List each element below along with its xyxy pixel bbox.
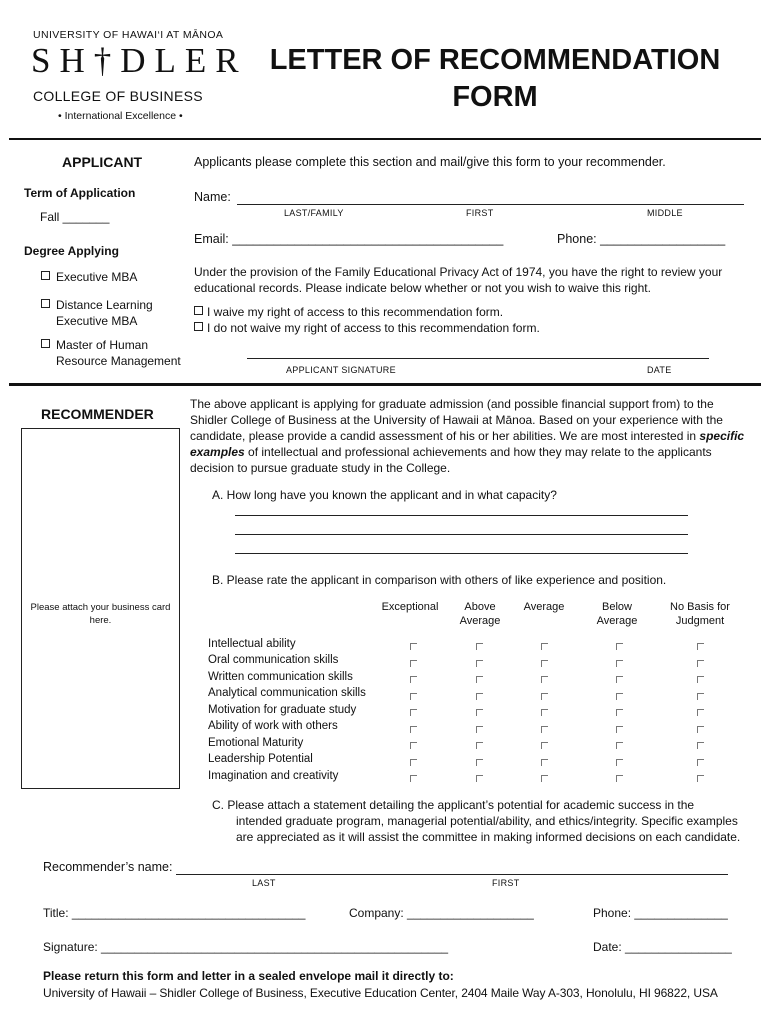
question-c-line-2: intended graduate program, managerial potential/ability, and ethics/integrity. Specific examples xyxy=(236,814,738,828)
question-b: B. Please rate the applicant in comparison with others of like experience and position. xyxy=(212,573,667,587)
term-value[interactable]: Fall _______ xyxy=(40,210,110,224)
divider-middle xyxy=(9,383,761,386)
rating-checkbox[interactable] xyxy=(410,742,417,749)
rating-row-label: Analytical communication skills xyxy=(208,687,366,699)
degree-label-emba: Executive MBA xyxy=(56,270,138,284)
email-field[interactable]: Email: _______________________________________ xyxy=(194,232,504,246)
rating-checkbox[interactable] xyxy=(616,693,623,700)
rating-checkbox[interactable] xyxy=(476,676,483,683)
page-title-line2: FORM xyxy=(452,81,538,113)
recommender-date-field[interactable]: Date: ________________ xyxy=(593,940,732,954)
question-a: A. How long have you known the applicant and in what capacity? xyxy=(212,488,557,502)
phone-field[interactable]: Phone: __________________ xyxy=(557,232,726,246)
answer-a-line-2[interactable] xyxy=(235,534,688,535)
rating-row-label: Motivation for graduate study xyxy=(208,704,357,716)
rating-checkbox[interactable] xyxy=(616,643,623,650)
not-waive-option[interactable] xyxy=(194,320,540,336)
question-c xyxy=(212,797,740,845)
divider-top xyxy=(9,138,761,140)
rating-checkbox[interactable] xyxy=(410,693,417,700)
ferpa-text xyxy=(194,264,722,296)
degree-label-mhrm-2: Resource Management xyxy=(56,354,181,368)
intro-line-4-text: of intellectual and professional achievements and how they may relate to the applicants xyxy=(244,445,712,459)
rating-row-label: Written communication skills xyxy=(208,671,353,683)
rating-checkbox[interactable] xyxy=(476,643,483,650)
checkbox-icon[interactable] xyxy=(41,299,50,308)
recommender-signature-field[interactable]: Signature: ____________________________________________________ xyxy=(43,940,449,954)
degree-option-distance-emba[interactable] xyxy=(41,297,153,329)
not-waive-label: I do not waive my right of access to this recommendation form. xyxy=(207,321,540,335)
name-label: Name: xyxy=(194,190,231,204)
recommender-company-field[interactable]: Company: ___________________ xyxy=(349,906,534,920)
business-card-line-1: Please attach your business card xyxy=(30,602,171,613)
checkbox-icon[interactable] xyxy=(41,339,50,348)
applicant-date-label: DATE xyxy=(647,365,672,375)
footer-address: University of Hawaii – Shidler College of Business, Executive Education Center, 2404 Maile Way A-303, Honolulu, HI 96822, USA xyxy=(43,986,718,1000)
ferpa-line-2: educational records. Please indicate below whether or not you wish to waive this right. xyxy=(194,281,651,295)
rating-col-average xyxy=(506,600,582,614)
rating-checkbox[interactable] xyxy=(541,709,548,716)
rating-checkbox[interactable] xyxy=(541,759,548,766)
rating-checkbox[interactable] xyxy=(616,775,623,782)
rating-row-label: Ability of work with others xyxy=(208,720,338,732)
name-sub-last: LAST/FAMILY xyxy=(284,208,344,218)
rating-checkbox[interactable] xyxy=(541,660,548,667)
intro-line-5: decision to pursue graduate study in the College. xyxy=(190,461,451,475)
rating-checkbox[interactable] xyxy=(410,775,417,782)
rating-row-label: Oral communication skills xyxy=(208,654,339,666)
degree-option-executive-mba[interactable] xyxy=(41,270,137,284)
business-card-line-2: here. xyxy=(89,615,112,626)
rating-checkbox[interactable] xyxy=(476,693,483,700)
rating-checkbox[interactable] xyxy=(541,726,548,733)
page-title xyxy=(255,42,735,116)
rating-col-above-average-l2: Average xyxy=(459,615,501,627)
rating-checkbox[interactable] xyxy=(410,643,417,650)
rating-col-no-basis xyxy=(656,600,744,628)
recommender-intro xyxy=(190,396,744,476)
answer-a-line-1[interactable] xyxy=(235,515,688,516)
recommender-name-field[interactable] xyxy=(176,874,728,875)
degree-label-distance-2: Executive MBA xyxy=(56,314,138,328)
degree-option-mhrm[interactable] xyxy=(41,337,181,369)
rating-row-label: Intellectual ability xyxy=(208,638,296,650)
rating-checkbox[interactable] xyxy=(616,709,623,716)
rating-checkbox[interactable] xyxy=(410,726,417,733)
rating-checkbox[interactable] xyxy=(476,742,483,749)
waive-option[interactable] xyxy=(194,304,503,320)
intro-specific: specific xyxy=(699,429,745,443)
intro-line-4 xyxy=(190,444,744,460)
footer-instruction: Please return this form and letter in a sealed envelope mail it directly to: xyxy=(43,969,454,983)
page-title-line1: LETTER OF RECOMMENDATION xyxy=(269,44,721,76)
rating-checkbox[interactable] xyxy=(697,726,704,733)
rating-checkbox[interactable] xyxy=(476,775,483,782)
rating-checkbox[interactable] xyxy=(697,775,704,782)
applicant-instruction: Applicants please complete this section and mail/give this form to your recommender. xyxy=(194,155,666,169)
rating-col-average-l1: Average xyxy=(523,601,565,613)
rating-row-label: Leadership Potential xyxy=(208,753,313,765)
rating-checkbox[interactable] xyxy=(697,759,704,766)
checkbox-icon[interactable] xyxy=(194,322,203,331)
rating-checkbox[interactable] xyxy=(410,676,417,683)
rating-checkbox[interactable] xyxy=(616,726,623,733)
rating-checkbox[interactable] xyxy=(697,660,704,667)
ferpa-line-1: Under the provision of the Family Educational Privacy Act of 1974, you have the right to review your xyxy=(194,265,723,279)
rating-checkbox[interactable] xyxy=(616,676,623,683)
recommender-title-field[interactable]: Title: ___________________________________ xyxy=(43,906,306,920)
rating-checkbox[interactable] xyxy=(541,643,548,650)
rating-checkbox[interactable] xyxy=(541,676,548,683)
rating-checkbox[interactable] xyxy=(476,759,483,766)
rating-checkbox[interactable] xyxy=(410,660,417,667)
rating-row-label: Imagination and creativity xyxy=(208,770,339,782)
recommender-name-sub-last: LAST xyxy=(252,878,276,888)
degree-label-distance: Distance Learning xyxy=(56,298,153,312)
applicant-name-field[interactable] xyxy=(237,204,744,205)
business-card-box xyxy=(21,428,180,789)
rating-col-below-average xyxy=(579,600,655,628)
question-c-line-3: are appreciated as it will assist the committee in making informed decisions on each candidate. xyxy=(236,830,741,844)
rating-checkbox[interactable] xyxy=(697,693,704,700)
rating-checkbox[interactable] xyxy=(410,709,417,716)
rating-col-above-average-l1: Above xyxy=(464,601,496,613)
logo-name: SH†DLER xyxy=(31,41,248,80)
applicant-heading: APPLICANT xyxy=(62,154,143,170)
checkbox-icon[interactable] xyxy=(194,306,203,315)
rating-col-below-average-l2: Average xyxy=(596,615,638,627)
name-sub-first: FIRST xyxy=(466,208,494,218)
rating-checkbox[interactable] xyxy=(541,693,548,700)
rating-checkbox[interactable] xyxy=(697,643,704,650)
rating-checkbox[interactable] xyxy=(541,742,548,749)
rating-checkbox[interactable] xyxy=(616,660,623,667)
question-c-line-1: C. Please attach a statement detailing the applicant’s potential for academic success in the xyxy=(212,798,695,812)
business-card-text xyxy=(22,601,179,627)
rating-col-below-average-l1: Below xyxy=(602,601,632,613)
degree-label: Degree Applying xyxy=(24,244,119,258)
recommender-heading: RECOMMENDER xyxy=(41,406,154,422)
intro-line-3 xyxy=(190,428,744,444)
recommender-phone-field[interactable]: Phone: ______________ xyxy=(593,906,728,920)
rating-checkbox[interactable] xyxy=(410,759,417,766)
rating-checkbox[interactable] xyxy=(616,759,623,766)
rating-row-label: Emotional Maturity xyxy=(208,737,304,749)
rating-col-no-basis-l1: No Basis for xyxy=(670,601,730,613)
intro-line-2: Shidler College of Business at the University of Hawaii at Mānoa. Based on your experience with the xyxy=(190,413,723,427)
waive-label: I waive my right of access to this recommendation form. xyxy=(207,305,504,319)
intro-line-1: The above applicant is applying for graduate admission (and possible financial support from) to the xyxy=(190,397,714,411)
rating-checkbox[interactable] xyxy=(541,775,548,782)
rating-checkbox[interactable] xyxy=(476,726,483,733)
degree-label-mhrm: Master of Human xyxy=(56,338,149,352)
recommender-name-label: Recommender’s name: xyxy=(43,860,173,874)
logo-university: UNIVERSITY OF HAWAI‘I AT MĀNOA xyxy=(33,29,224,41)
rating-checkbox[interactable] xyxy=(616,742,623,749)
rating-checkbox[interactable] xyxy=(697,676,704,683)
checkbox-icon[interactable] xyxy=(41,271,50,280)
recommender-name-sub-first: FIRST xyxy=(492,878,520,888)
intro-examples: examples xyxy=(190,445,245,459)
rating-checkbox[interactable] xyxy=(697,742,704,749)
name-sub-middle: MIDDLE xyxy=(647,208,683,218)
term-label: Term of Application xyxy=(24,186,136,200)
logo-tagline: • International Excellence • xyxy=(58,110,183,122)
intro-line-3-text: candidate, please provide a candid assessment of his or her abilities. We are most interested in xyxy=(190,429,700,443)
rating-checkbox[interactable] xyxy=(476,709,483,716)
rating-col-exceptional xyxy=(372,600,448,614)
applicant-signature-field[interactable] xyxy=(247,358,709,359)
rating-col-no-basis-l2: Judgment xyxy=(675,615,725,627)
applicant-signature-label: APPLICANT SIGNATURE xyxy=(286,365,396,375)
logo-college: COLLEGE OF BUSINESS xyxy=(33,88,203,104)
rating-col-exceptional-l1: Exceptional xyxy=(381,601,439,613)
rating-checkbox[interactable] xyxy=(476,660,483,667)
answer-a-line-3[interactable] xyxy=(235,553,688,554)
rating-checkbox[interactable] xyxy=(697,709,704,716)
